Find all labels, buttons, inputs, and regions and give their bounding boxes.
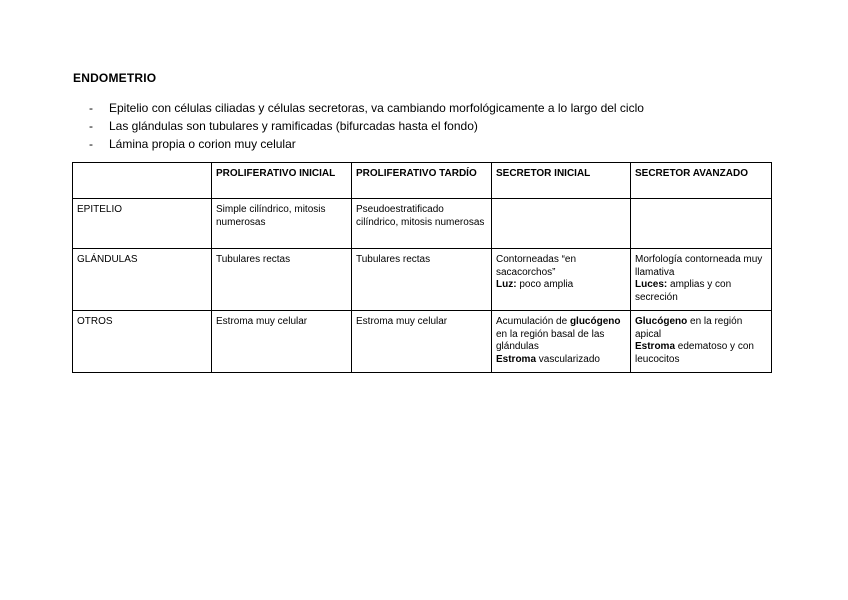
cell-bold-text: Glucógeno <box>635 316 688 327</box>
cell-otros-secretor-avanzado <box>631 311 772 373</box>
header-proliferativo-inicial: PROLIFERATIVO INICIAL <box>212 163 352 199</box>
document-title: ENDOMETRIO <box>73 71 157 85</box>
cell-bold-text: Estroma <box>496 353 537 365</box>
header-proliferativo-tardio: PROLIFERATIVO TARDÍO <box>352 163 492 199</box>
cell-glandulas-proliferativo-inicial: Tubulares rectas <box>212 249 352 311</box>
cell-text: Acumulación de <box>496 316 570 327</box>
row-label-otros: OTROS <box>73 311 212 373</box>
cell-glandulas-secretor-avanzado <box>631 249 772 311</box>
table-row-epitelio <box>73 199 772 249</box>
cell-text: vascularizado <box>536 353 600 365</box>
cell-epitelio-secretor-inicial <box>492 199 631 249</box>
cell-otros-proliferativo-inicial: Estroma muy celular <box>212 311 352 373</box>
cell-text: poco amplia <box>516 279 574 290</box>
cell-otros-proliferativo-tardio: Estroma muy celular <box>352 311 492 373</box>
cell-bold-text: Luces: <box>635 279 668 290</box>
header-corner-cell <box>73 163 212 199</box>
bullet-item: - Lámina propia o corion muy celular <box>89 135 644 153</box>
table-row-glandulas <box>73 249 772 311</box>
endometrio-table <box>72 162 772 373</box>
table-row-otros <box>73 311 772 373</box>
cell-text: en la región apical <box>635 316 743 340</box>
cell-text: edematoso y con leucocitos <box>635 341 754 365</box>
cell-bold-text: Luz: <box>496 279 517 290</box>
cell-text: Contorneadas “en sacacorchos” <box>496 254 577 278</box>
cell-epitelio-proliferativo-inicial: Simple cilíndrico, mitosis numerosas <box>212 199 352 249</box>
cell-text: Morfología contorneada muy llamativa <box>635 254 763 278</box>
cell-otros-secretor-inicial <box>492 311 631 373</box>
bullet-item: - Las glándulas son tubulares y ramificadas (bifurcadas hasta el fondo) <box>89 117 644 135</box>
cell-epitelio-proliferativo-tardio: Pseudoestratificado cilíndrico, mitosis numerosas <box>352 199 492 249</box>
cell-text: amplias y con secreción <box>635 279 732 303</box>
table-header-row <box>73 163 772 199</box>
bullet-list <box>89 99 644 153</box>
cell-glandulas-proliferativo-tardio: Tubulares rectas <box>352 249 492 311</box>
cell-text: en la región basal de las glándulas <box>496 328 605 352</box>
bullet-item: - Epitelio con células ciliadas y células secretoras, va cambiando morfológicamente a lo largo del ciclo <box>89 99 644 117</box>
cell-bold-text: glucógeno <box>569 316 621 327</box>
header-secretor-inicial: SECRETOR INICIAL <box>492 163 631 199</box>
row-label-epitelio: EPITELIO <box>73 199 212 249</box>
cell-bold-text: Estroma <box>635 341 676 352</box>
cell-glandulas-secretor-inicial <box>492 249 631 311</box>
cell-epitelio-secretor-avanzado <box>631 199 772 249</box>
row-label-glandulas: GLÁNDULAS <box>73 249 212 311</box>
header-secretor-avanzado: SECRETOR AVANZADO <box>631 163 772 199</box>
